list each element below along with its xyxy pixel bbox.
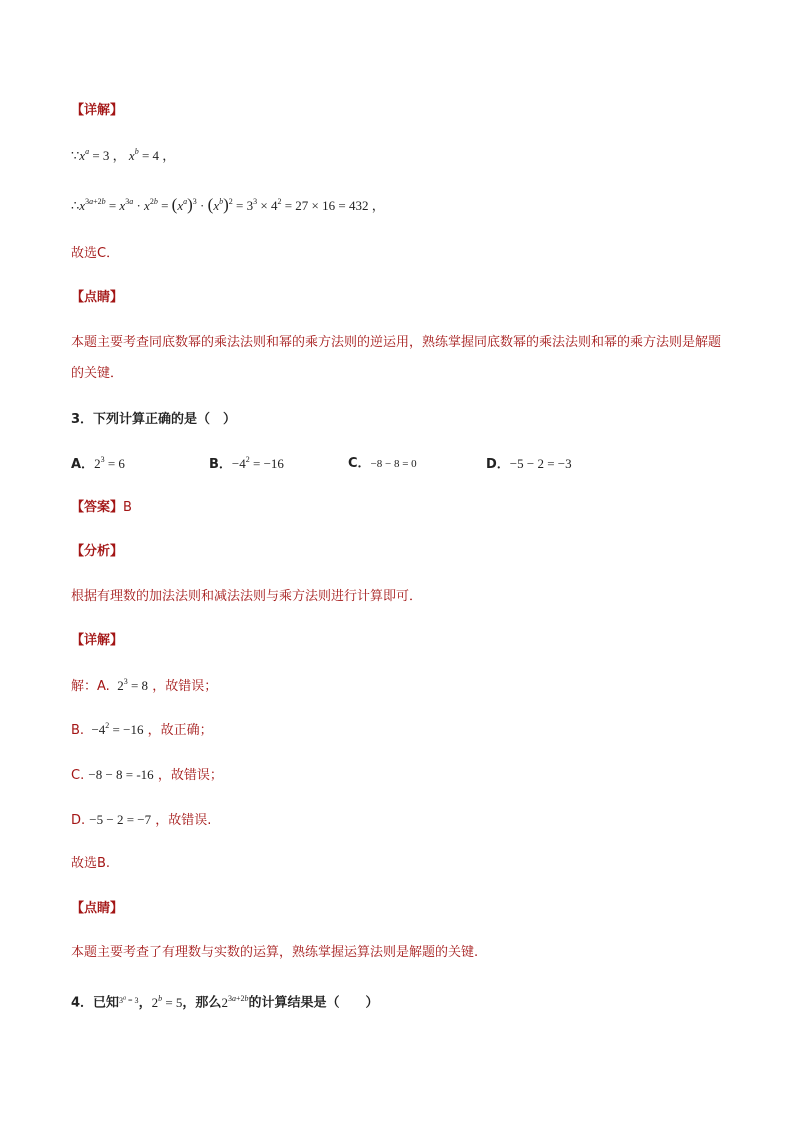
choice-d[interactable] [486,454,572,475]
choice-a-label: A． [71,457,95,472]
comment-heading-2: 【点睛】 [71,901,124,916]
answer-line [71,498,132,518]
choice-b[interactable]: B．$-4^2 = -16$ [209,455,284,472]
detail-b-suffix: ，故正确； [147,723,213,738]
detail-line-c [71,765,223,786]
choice-c[interactable] [348,454,417,474]
analysis-text: 根据有理数的加法法则和减法法则与乘方法则进行计算即可． [71,589,423,604]
comment-heading-1: 【点睛】 [71,290,124,305]
choice-a[interactable]: A．$2^3 = 6$ [71,455,125,472]
detail-a-suffix: ，故错误； [152,679,218,694]
choice-c-expr: −8 − 8 = 0 [370,458,417,470]
given-line: $\because x^a = 3$ ， $x^b = 4$ ， [71,147,176,163]
detail-d-suffix: ，故错误. [155,813,212,828]
answer-value: B [123,500,132,515]
q4-middle: ， [138,995,152,1011]
detail-line-d [71,810,211,831]
detail-d-expr: −5 − 2 = −7 [89,812,152,827]
therefore-symbol: ∴ [71,198,80,213]
choice-d-expr: −5 − 2 = −3 [509,456,572,471]
answer-heading: 【答案】 [71,500,124,515]
q4-after: ，那么 [182,995,222,1011]
comment-text-1: 本题主要考查同底数幂的乘法法则和幂的乘方法则的逆运用，熟练掌握同底数幂的乘法法则和幂的乘方法则是解题的关键． [71,335,722,381]
conclusion-2: 故选B. [71,856,111,871]
q4-end: 的计算结果是（ ） [248,995,379,1011]
detail-line-b: B. $-4^2 = -16$ ，故正确； [71,721,213,738]
detail-line-a: 解：A. $2^3 = 8$ ，故错误； [71,677,218,694]
detail-c-prefix: C. [71,768,85,783]
choice-d-label: D． [486,457,510,472]
choice-b-label: B． [209,457,232,472]
detail-a-prefix: 解：A. [71,679,110,694]
question4-stem: 4．已知$^{3^a = 3}$，$2^b = 5$，那么$2^{3a+2b}$的计算结果是（ ） [71,993,379,1011]
therefore-line: $\therefore x^{3a+2b} = x^{3a} \cdot x^{2b} = (x^a)^3 \cdot (x^b)^2 = 3^3 \times 4^2 = 27 \times 16 = 432$ ， [71,195,385,214]
detail-b-prefix: B. [71,723,85,738]
conclusion-1: 故选C． [71,246,120,261]
question3-stem: 3．下列计算正确的是（ ） [71,412,237,427]
q4-prefix: 4．已知 [71,995,120,1011]
comment-text-2: 本题主要考查了有理数与实数的运算，熟练掌握运算法则是解题的关键. [71,945,479,960]
detail-heading-2: 【详解】 [71,633,124,648]
detail-heading-1: 【详解】 [71,103,124,118]
detail-c-expr: −8 − 8 = -16 [88,767,154,782]
detail-c-suffix: ，故错误； [157,768,223,783]
analysis-heading: 【分析】 [71,544,124,559]
detail-d-prefix: D. [71,813,86,828]
choice-c-label: C． [348,456,371,471]
